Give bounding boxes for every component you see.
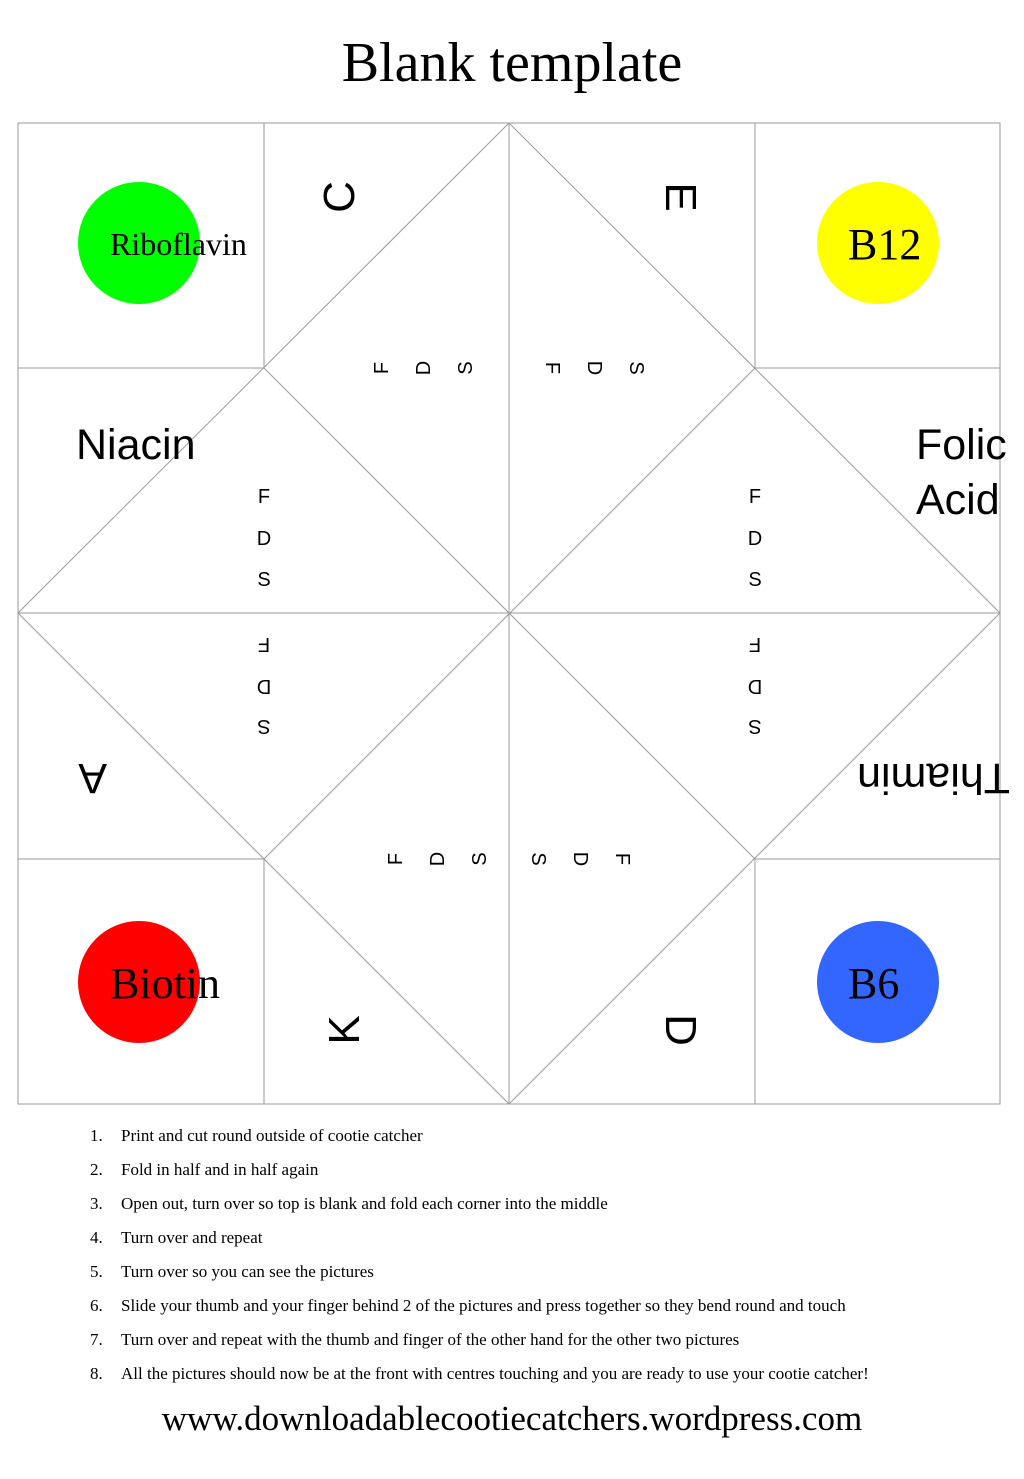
fds-f: F xyxy=(257,486,271,508)
instruction-text: Slide your thumb and your finger behind 2 of the pictures and press together so they bend round and touch xyxy=(121,1296,846,1315)
fds-s: S xyxy=(469,852,491,866)
fds-f: F xyxy=(371,361,393,375)
letter-c: C xyxy=(315,181,364,213)
fds-d: D xyxy=(747,675,763,697)
fds-f: F xyxy=(748,633,762,655)
fds-s: S xyxy=(748,715,762,737)
letter-d: D xyxy=(656,1014,705,1046)
fds-s: S xyxy=(455,361,477,375)
acid-label: Acid xyxy=(916,476,1000,524)
fds-d: D xyxy=(256,528,272,550)
fds-d: D xyxy=(747,528,763,550)
fds-s: S xyxy=(257,569,271,591)
fds-f: F xyxy=(257,633,271,655)
folic-label: Folic xyxy=(916,421,1007,469)
instruction-item: 4. Turn over and repeat xyxy=(90,1226,869,1260)
instructions-list xyxy=(90,1124,869,1396)
fds-s: S xyxy=(625,361,647,375)
page-title: Blank template xyxy=(341,32,683,94)
fds-d: D xyxy=(569,851,591,867)
instruction-text: All the pictures should now be at the front with centres touching and you are ready to use your cootie catcher! xyxy=(121,1364,869,1383)
fds-d: D xyxy=(583,360,605,376)
instruction-item: 5. Turn over so you can see the pictures xyxy=(90,1260,869,1294)
biotin-label: Biotin xyxy=(110,959,221,1008)
instruction-text: Turn over so you can see the pictures xyxy=(121,1262,374,1281)
instruction-item: 3. Open out, turn over so top is blank and fold each corner into the middle xyxy=(90,1192,869,1226)
fds-s: S xyxy=(527,852,549,866)
instruction-item: 7. Turn over and repeat with the thumb and finger of the other hand for the other two pictures xyxy=(90,1328,869,1362)
fds-s: S xyxy=(257,715,271,737)
website-link[interactable]: www.downloadablecootiecatchers.wordpress.com xyxy=(161,1399,863,1438)
thiamin-label: Thiamin xyxy=(857,754,1010,802)
instruction-item: 6. Slide your thumb and your finger behind 2 of the pictures and press together so they bend round and touch xyxy=(90,1294,869,1328)
fds-d: D xyxy=(413,360,435,376)
fds-d: D xyxy=(256,675,272,697)
letter-k: K xyxy=(320,1015,369,1045)
instruction-text: Turn over and repeat xyxy=(121,1228,263,1247)
fds-f: F xyxy=(385,852,407,866)
instruction-text: Print and cut round outside of cootie catcher xyxy=(121,1126,423,1145)
fds-f: F xyxy=(541,361,563,375)
fds-d: D xyxy=(427,851,449,867)
instruction-text: Turn over and repeat with the thumb and finger of the other hand for the other two pictures xyxy=(121,1330,740,1349)
niacin-label: Niacin xyxy=(76,421,196,469)
riboflavin-label: Riboflavin xyxy=(110,226,247,262)
fds-f: F xyxy=(748,486,762,508)
instruction-text: Open out, turn over so top is blank and fold each corner into the middle xyxy=(121,1194,608,1213)
instruction-item: 2. Fold in half and in half again xyxy=(90,1158,869,1192)
instruction-item: 8. All the pictures should now be at the front with centres touching and you are ready to use your cootie catcher! xyxy=(90,1362,869,1396)
a-label: A xyxy=(78,754,107,802)
instruction-item: 1. Print and cut round outside of cootie catcher xyxy=(90,1124,869,1158)
b12-label: B12 xyxy=(848,220,922,269)
fds-f: F xyxy=(611,852,633,866)
letter-e: E xyxy=(656,182,705,212)
instruction-text: Fold in half and in half again xyxy=(121,1160,319,1179)
b6-label: B6 xyxy=(848,959,900,1008)
fds-s: S xyxy=(748,569,762,591)
